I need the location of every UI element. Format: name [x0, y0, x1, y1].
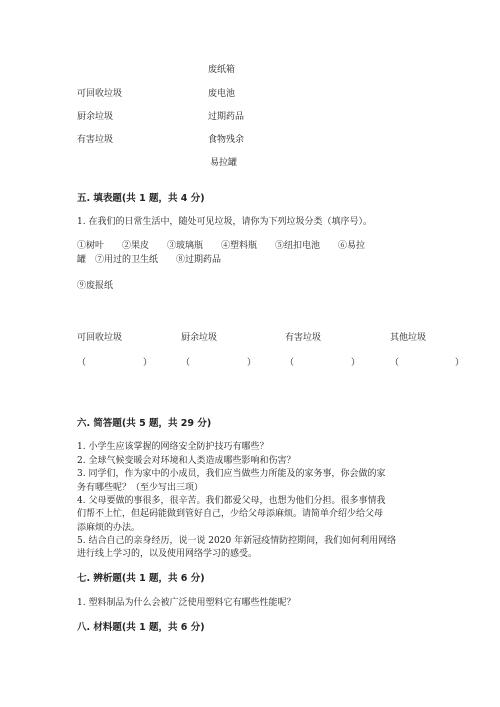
blank-open-2: （: [181, 358, 191, 368]
match-left-2: 厨余垃圾: [77, 112, 114, 122]
match-right-4: 食物残余: [208, 135, 245, 145]
match-left-3: 有害垃圾: [77, 135, 114, 145]
match-left-1: 可回收垃圾: [77, 89, 123, 99]
section6-line: 务有哪些呢？（至少写出三项）: [77, 483, 204, 493]
section6-line: 4. 父母要做的事很多，很辛苦。我们都爱父母，也想为他们分担。很多事情我: [77, 496, 386, 506]
blank-close-2: ）: [247, 358, 257, 368]
section6-line: 2. 全球气候变暖会对环境和人类造成哪些影响和伤害？: [77, 456, 296, 466]
blank-close-4: ）: [455, 358, 465, 368]
blank-close-3: ）: [351, 358, 361, 368]
section6-line: 5. 结合自己的亲身经历，说一说 2020 年新冠疫情防控期间，我们如何利用网络: [77, 536, 397, 546]
section6-heading: 六. 简答题(共 5 题，共 29 分): [77, 418, 212, 429]
match-right-2: 废电池: [208, 89, 236, 99]
blank-open-1: （: [77, 358, 87, 368]
category-other: 其他垃圾: [390, 333, 427, 343]
blank-open-4: （: [390, 358, 400, 368]
section6-line: 们帮不上忙，但起码能做到管好自己，少给父母添麻烦。请简单介绍少给父母: [77, 509, 384, 519]
match-right-5: 易拉罐: [210, 158, 238, 168]
category-hazardous: 有害垃圾: [285, 333, 322, 343]
blank-open-3: （: [285, 358, 295, 368]
blank-close-1: ）: [143, 358, 153, 368]
section6-line: 1. 小学生应该掌握的网络安全防护技巧有哪些？: [77, 442, 269, 452]
section5-options-line3: ⑨废报纸: [77, 281, 114, 291]
section8-heading: 八. 材料题(共 1 题，共 6 分): [77, 622, 205, 633]
category-recyclable: 可回收垃圾: [77, 333, 123, 343]
section6-line: 进行线上学习的，以及使用网络学习的感受。: [77, 549, 258, 559]
section5-question: 1. 在我们的日常生活中，随处可见垃圾，请你为下列垃圾分类（填序号）。: [77, 217, 372, 227]
match-right-3: 过期药品: [208, 112, 245, 122]
section7-question: 1. 塑料制品为什么会被广泛使用塑料它有哪些性能呢？: [77, 598, 296, 608]
category-kitchen: 厨余垃圾: [181, 333, 218, 343]
section5-options-line2: 罐 ⑦用过的卫生纸 ⑧过期药品: [77, 255, 222, 265]
section6-line: 3. 同学们，作为家中的小成员，我们应当做些力所能及的家务事，你会做的家: [77, 469, 386, 479]
section5-options-line1: ①树叶 ②果皮 ③玻璃瓶 ④塑料瓶 ⑤纽扣电池 ⑥易拉: [77, 241, 366, 251]
section7-heading: 七. 辨析题(共 1 题，共 6 分): [77, 573, 205, 584]
match-right-1: 废纸箱: [208, 65, 236, 75]
section5-heading: 五. 填表题(共 1 题，共 4 分): [77, 193, 205, 204]
section6-line: 添麻烦的办法。: [77, 523, 141, 533]
